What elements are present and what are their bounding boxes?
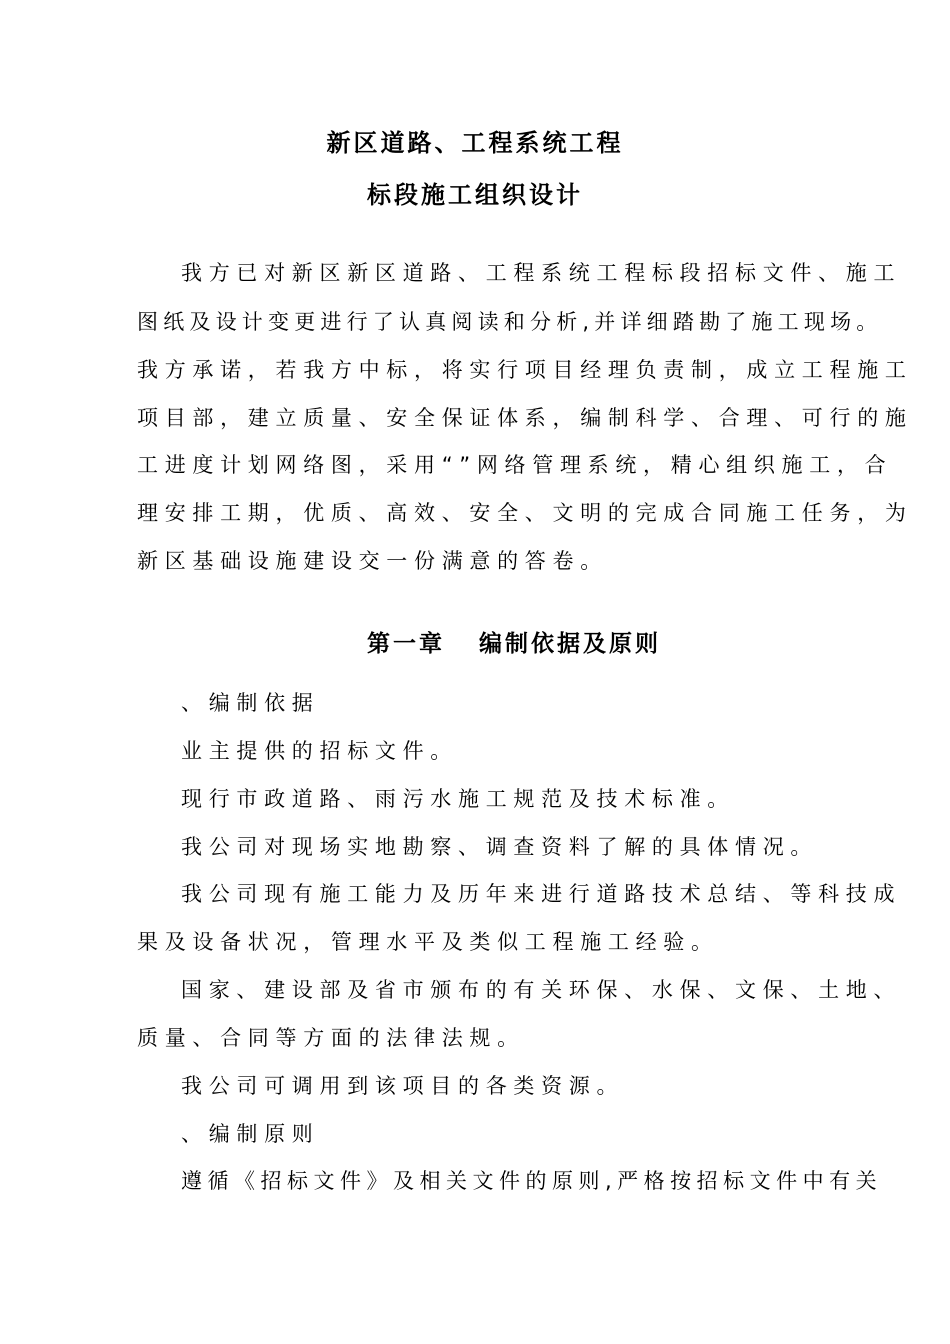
body-line: 我公司现有施工能力及历年来进行道路技术总结、等科技成 bbox=[181, 882, 902, 906]
intro-paragraph-line: 项目部，建立质量、安全保证体系，编制科学、合理、可行的施 bbox=[137, 406, 913, 430]
body-line: 国家、建设部及省市颁布的有关环保、水保、文保、土地、 bbox=[181, 978, 902, 1002]
document-title-line-2: 标段施工组织设计 bbox=[367, 181, 583, 209]
chapter-title: 编制依据及原则 bbox=[479, 631, 661, 657]
body-line: 现行市政道路、雨污水施工规范及技术标准。 bbox=[181, 787, 735, 811]
body-line: 果及设备状况，管理水平及类似工程施工经验。 bbox=[137, 930, 719, 954]
body-line: 业主提供的招标文件。 bbox=[181, 739, 458, 763]
intro-paragraph-line: 我方已对新区新区道路、工程系统工程标段招标文件、施工 bbox=[181, 261, 902, 285]
intro-paragraph-line: 工进度计划网络图，采用“”网络管理系统，精心组织施工，合 bbox=[137, 453, 893, 477]
chapter-number: 第一章 bbox=[367, 631, 445, 657]
intro-paragraph-line: 理安排工期，优质、高效、安全、文明的完成合同施工任务，为 bbox=[137, 501, 913, 525]
document-title-line-1: 新区道路、工程系统工程 bbox=[326, 129, 624, 157]
body-line: 质量、合同等方面的法律法规。 bbox=[137, 1026, 525, 1050]
body-line: 我公司对现场实地勘察、调查资料了解的具体情况。 bbox=[181, 835, 819, 859]
intro-paragraph-line: 新区基础设施建设交一份满意的答卷。 bbox=[137, 549, 608, 573]
body-line: 遵循《招标文件》及相关文件的原则,严格按招标文件中有关 bbox=[181, 1169, 883, 1193]
intro-paragraph-line: 我方承诺，若我方中标，将实行项目经理负责制，成立工程施工 bbox=[137, 358, 913, 382]
section-heading: 、编制原则 bbox=[181, 1122, 320, 1146]
chapter-heading bbox=[367, 625, 661, 658]
section-heading: 、编制依据 bbox=[181, 691, 320, 715]
body-line: 我公司可调用到该项目的各类资源。 bbox=[181, 1074, 625, 1098]
intro-paragraph-line: 图纸及设计变更进行了认真阅读和分析,并详细踏勘了施工现场。 bbox=[137, 310, 883, 334]
